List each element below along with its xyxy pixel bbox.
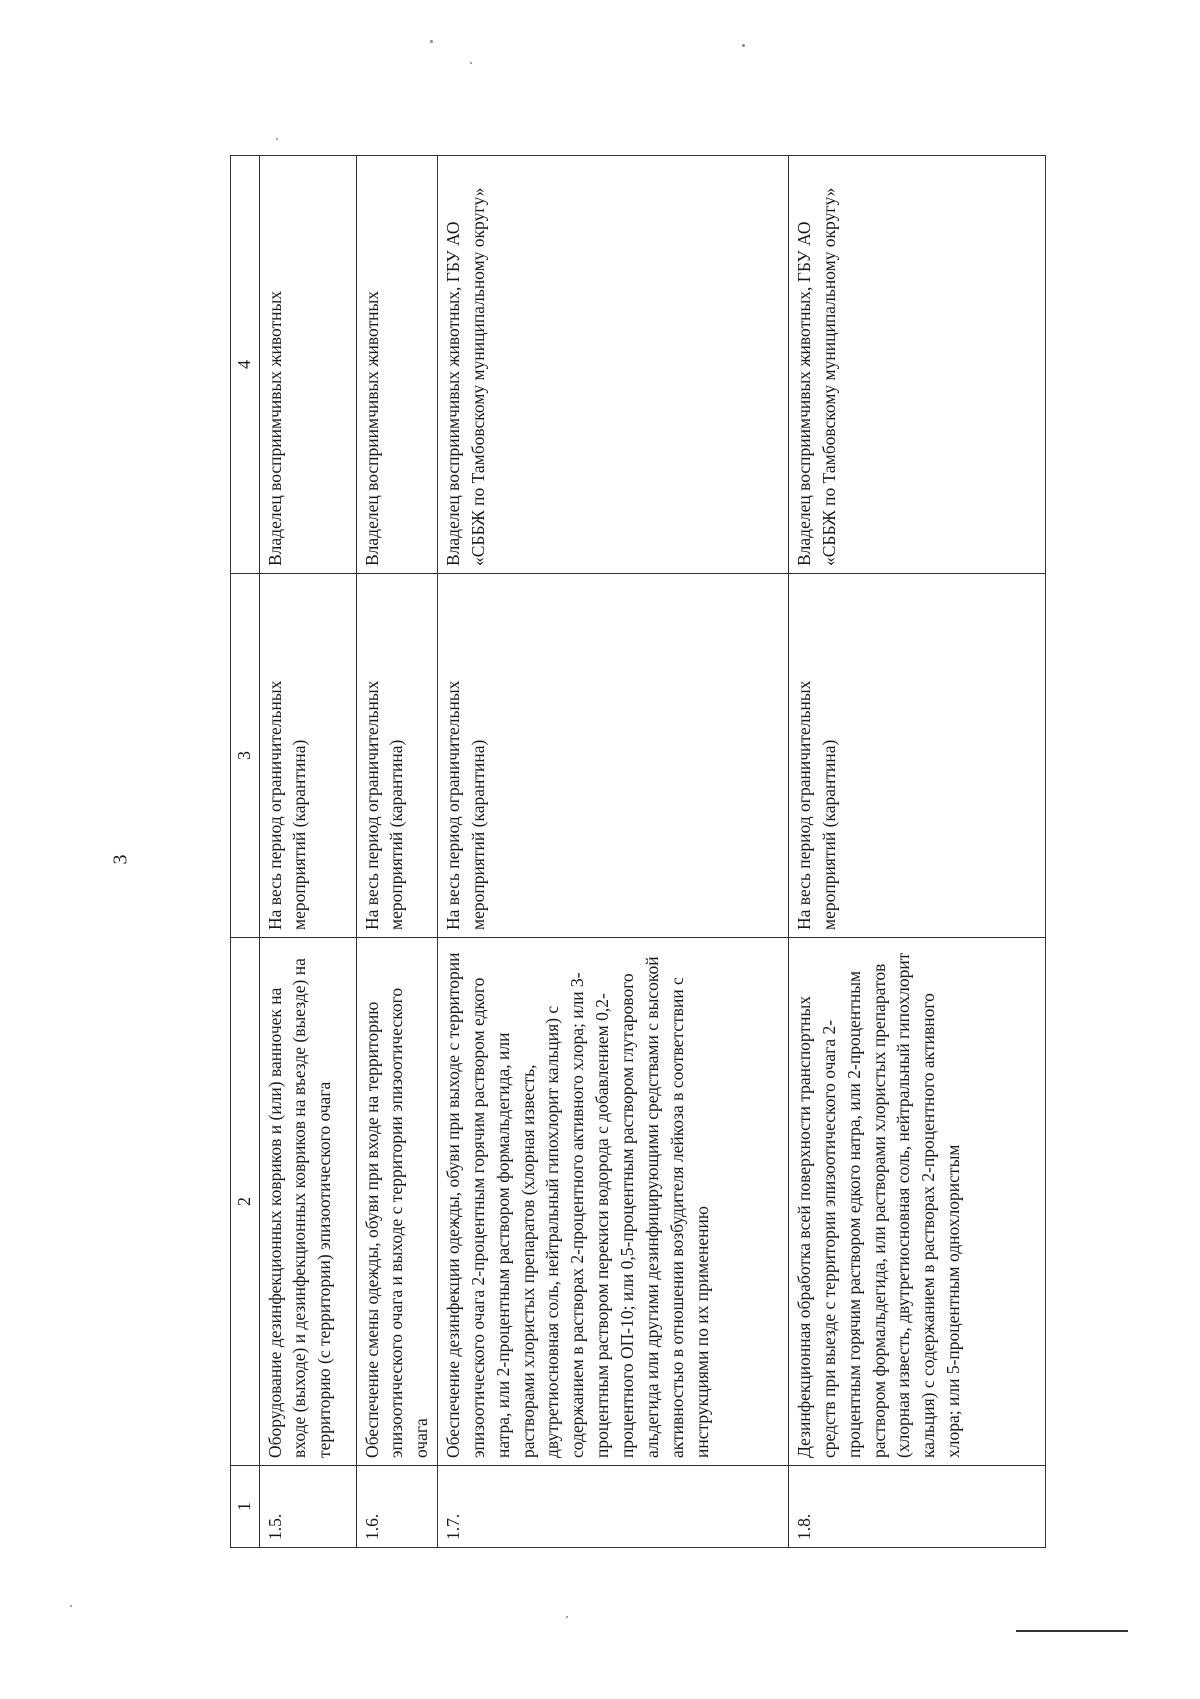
scan-speck xyxy=(566,1616,568,1618)
row-number: 1.8. xyxy=(789,1466,1046,1548)
responsible-text: Владелец восприимчивых животных xyxy=(356,156,438,574)
table-header-row xyxy=(231,156,260,1548)
table-row xyxy=(259,156,356,1548)
footnote-rule xyxy=(1016,1630,1128,1632)
row-number: 1.5. xyxy=(259,1466,356,1548)
responsible-text: Владелец восприимчивых животных xyxy=(259,156,356,574)
measures-table-rotated xyxy=(230,156,1100,1548)
responsible-text: Владелец восприимчивых животных, ГБУ АО «СББЖ по Тамбовскому муниципальному округу» xyxy=(438,156,789,574)
period-text: На весь период ограничительных мероприятий (карантина) xyxy=(356,574,438,938)
measures-table xyxy=(230,155,1046,1548)
scan-speck xyxy=(70,1605,72,1607)
scan-speck xyxy=(276,138,278,140)
table-row xyxy=(356,156,438,1548)
measure-text: Дезинфекционная обработка всей поверхности транспортных средств при выезде с территории эпизоотического очага 2-процентным горячим раствором едкого натра, или 2-процентным раствором формальдегида, или растворами хлористых препаратов (хлорная известь, двутретиосновная соль, нейтральный гипохлорит кальция) с содержанием в растворах 2-процентного активного хлора; или 5-процентным однохлористым xyxy=(789,938,1046,1466)
row-number: 1.7. xyxy=(438,1466,789,1548)
responsible-text: Владелец восприимчивых животных, ГБУ АО «СББЖ по Тамбовскому муниципальному округу» xyxy=(789,156,1046,574)
header-col-2: 2 xyxy=(231,938,260,1466)
period-text: На весь период ограничительных мероприятий (карантина) xyxy=(259,574,356,938)
header-col-3: 3 xyxy=(231,574,260,938)
header-col-1: 1 xyxy=(231,1466,260,1548)
header-col-4: 4 xyxy=(231,156,260,574)
measure-text: Обеспечение смены одежды, обуви при входе на территорию эпизоотического очага и выходе с территории эпизоотического очага xyxy=(356,938,438,1466)
table-row xyxy=(438,156,789,1548)
table-row xyxy=(789,156,1046,1548)
page-number: 3 xyxy=(109,854,132,865)
period-text: На весь период ограничительных мероприятий (карантина) xyxy=(438,574,789,938)
scan-speck xyxy=(742,44,745,47)
measure-text: Обеспечение дезинфекции одежды, обуви при выходе с территории эпизоотического очага 2-процентным горячим раствором едкого натра, или 2-процентным раствором формальдегида, или растворами хлористых препаратов (хлорная известь, двутретиосновная соль, нейтральный гипохлорит кальция) с содержанием в растворах 2-процентного активного хлора; или 3-процентным раствором перекиси водорода с добавлением 0,2-процентного ОП-10; или 0,5-процентным раствором глутарового альдегида или другими дезинфицирующими средствами с высокой активностью в отношении возбудителя лейкоза в соответствии с инструкциями по их применению xyxy=(438,938,789,1466)
scan-speck xyxy=(470,62,472,64)
scan-speck xyxy=(430,40,433,43)
measure-text: Оборудование дезинфекционных ковриков и (или) ванночек на входе (выходе) и дезинфекционных ковриков на въезде (выезде) на территорию (с территории) эпизоотического очага xyxy=(259,938,356,1466)
period-text: На весь период ограничительных мероприятий (карантина) xyxy=(789,574,1046,938)
row-number: 1.6. xyxy=(356,1466,438,1548)
